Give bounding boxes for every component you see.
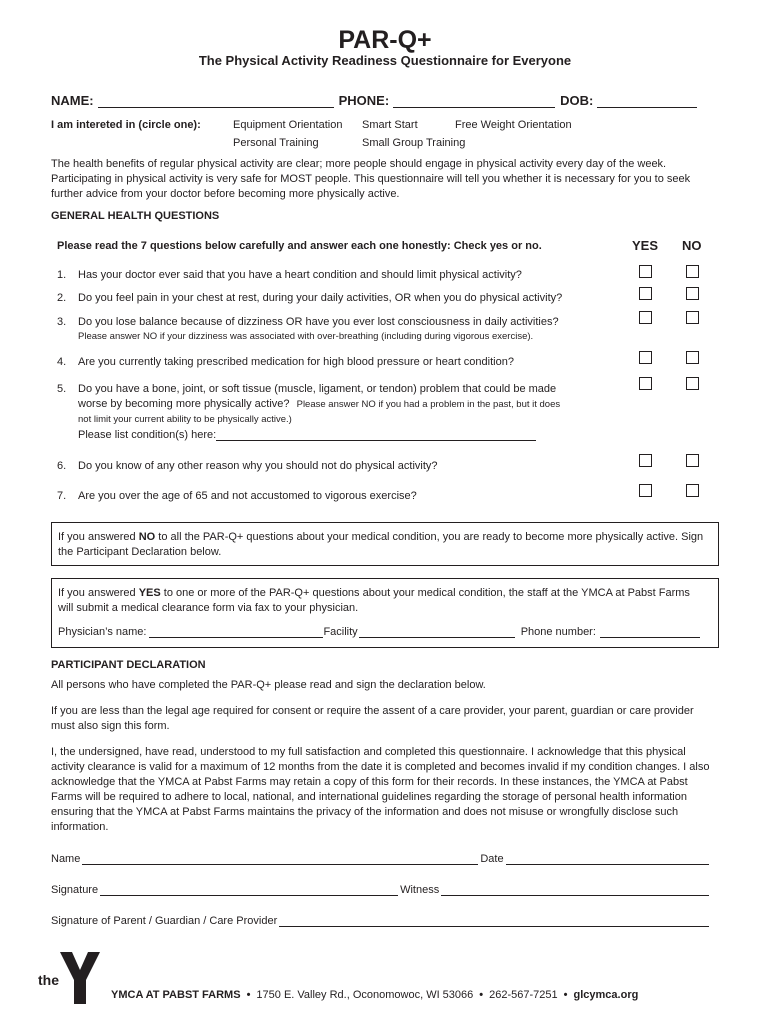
declaration-p1: All persons who have completed the PAR-Q+ please read and sign the declaration below. [51, 679, 486, 691]
footer-org: YMCA AT PABST FARMS [111, 989, 241, 1001]
sig-date-label: Date [480, 853, 504, 865]
dob-label: DOB: [560, 93, 594, 108]
condition-list-field[interactable] [216, 428, 536, 441]
footer-bullet: • [246, 989, 251, 1001]
question-text: Are you currently taking prescribed medication for high blood pressure or heart condition? [78, 356, 514, 368]
sig-name-label: Name [51, 853, 81, 865]
sig-date-field[interactable] [506, 853, 709, 865]
parent-signature-row [51, 915, 711, 927]
no-header: NO [682, 238, 702, 253]
contact-row [51, 93, 711, 108]
no-answer-pre: If you answered [58, 531, 139, 543]
question-text: Do you have a bone, joint, or soft tissue (muscle, ligament, or tendon) problem that could be made [78, 383, 557, 395]
question-text: Do you feel pain in your chest at rest, during your daily activities, OR when you do physical activity? [78, 292, 563, 304]
question-5-list [78, 428, 536, 441]
witness-field[interactable] [441, 884, 709, 896]
physician-name-field[interactable] [149, 625, 323, 638]
question-5-list-label: Please list condition(s) here: [78, 429, 217, 441]
question-text: Are you over the age of 65 and not accustomed to vigorous exercise? [78, 490, 417, 502]
question-text: Do you know of any other reason why you should not do physical activity? [78, 460, 438, 472]
q5-no-checkbox[interactable] [686, 377, 699, 390]
name-date-row [51, 853, 711, 865]
page-title: PAR-Q+ [338, 26, 432, 54]
ymca-logo [36, 950, 106, 1010]
q7-yes-checkbox[interactable] [639, 484, 652, 497]
question-text: Has your doctor ever said that you have a heart condition and should limit physical activity? [78, 269, 522, 281]
question-number: 4. [57, 356, 67, 368]
interest-label: I am intereted in (circle one): [51, 119, 201, 131]
physician-phone-field[interactable] [600, 625, 700, 638]
question-5-note-line3: not limit your current ability to be physically active.) [78, 414, 292, 425]
question-3-note: Please answer NO if your dizziness was associated with over-breathing (including during vigorous exercise). [78, 331, 534, 342]
yes-answer-pre: If you answered [58, 587, 139, 599]
question-5-note: Please answer NO if you had a problem in the past, but it does [296, 399, 561, 410]
logo-the-text: the [38, 972, 59, 988]
name-field[interactable] [98, 95, 334, 108]
name-label: NAME: [51, 93, 94, 108]
declaration-p2: If you are less than the legal age required for consent or require the assent of a care provider, your parent, guardian or care provider must also sign this form. [51, 705, 694, 732]
witness-label: Witness [400, 884, 440, 896]
footer-bullet: • [479, 989, 484, 1001]
question-5-text-line2: worse by becoming more physically active? [78, 398, 290, 410]
phone-field[interactable] [393, 95, 555, 108]
question-number: 2. [57, 292, 67, 304]
interest-option-smart-start[interactable]: Smart Start [362, 119, 418, 131]
yes-answer-post: to one or more of the PAR-Q+ questions about your medical condition, the staff at the YMCA at Pabst Farms will submit a medical clearance form via fax to your physician. [58, 587, 690, 614]
no-answer-text [58, 530, 713, 560]
parent-signature-field[interactable] [279, 915, 709, 927]
no-answer-box [51, 522, 719, 566]
footer-bullet: • [563, 989, 568, 1001]
question-number: 3. [57, 316, 67, 328]
q1-yes-checkbox[interactable] [639, 265, 652, 278]
yes-header: YES [632, 238, 659, 253]
q6-yes-checkbox[interactable] [639, 454, 652, 467]
footer-line [111, 989, 638, 1001]
question-text: Do you lose balance because of dizziness OR have you ever lost consciousness in daily activities? [78, 316, 559, 328]
question-number: 5. [57, 383, 67, 395]
interest-option-equipment[interactable]: Equipment Orientation [233, 119, 343, 131]
q6-no-checkbox[interactable] [686, 454, 699, 467]
question-number: 6. [57, 460, 67, 472]
interest-option-free-weight[interactable]: Free Weight Orientation [455, 119, 572, 131]
question-number: 7. [57, 490, 67, 502]
signature-field[interactable] [100, 884, 398, 896]
no-answer-post: to all the PAR-Q+ questions about your medical condition, you are ready to become more physically active. Sign the Participant Declaration below. [58, 531, 704, 558]
declaration-p3: I, the undersigned, have read, understood to my full satisfaction and completed this questionnaire. I acknowledge that this physical activity clearance is valid for a maximum of 12 months from the date it is completed and becomes invalid if my condition changes. I also acknowledge that the YMCA at Pabst Farms may retain a copy of this form for their records. In these instances, the YMCA at Pabst Farms will be required to adhere to local, national, and international guidelines regarding the storage of personal health information ensuring that the YMCA at Pabst Farms maintains the privacy of the information and does not misuse or wrongfully disclose such information. [51, 746, 710, 833]
footer-website[interactable]: glcymca.org [573, 989, 639, 1001]
q1-no-checkbox[interactable] [686, 265, 699, 278]
declaration-heading: PARTICIPANT DECLARATION [51, 659, 206, 671]
dob-field[interactable] [597, 95, 697, 108]
parent-signature-label: Signature of Parent / Guardian / Care Provider [51, 915, 278, 927]
q4-yes-checkbox[interactable] [639, 351, 652, 364]
signature-label: Signature [51, 884, 99, 896]
yes-answer-box [51, 578, 719, 648]
page-subtitle: The Physical Activity Readiness Questionnaire for Everyone [198, 53, 572, 68]
physician-phone-label: Phone number: [520, 626, 596, 638]
no-answer-key: NO [138, 531, 156, 543]
yes-answer-key: YES [138, 587, 161, 599]
interest-option-personal-training[interactable]: Personal Training [233, 137, 319, 149]
signature-witness-row [51, 884, 711, 896]
yes-answer-text [58, 586, 708, 616]
footer-phone: 262-567-7251 [489, 989, 558, 1001]
q3-no-checkbox[interactable] [686, 311, 699, 324]
question-5-line2 [78, 398, 560, 410]
q2-yes-checkbox[interactable] [639, 287, 652, 300]
instruction-text: Please read the 7 questions below carefully and answer each one honestly: Check yes or no. [57, 240, 542, 252]
physician-row [58, 625, 708, 638]
q3-yes-checkbox[interactable] [639, 311, 652, 324]
facility-label: Facility [323, 626, 358, 638]
intro-paragraph: The health benefits of regular physical activity are clear; more people should engage in physical activity every day of the week. Participating in physical activity is very safe for MOST people. This questionnaire will tell you whether it is necessary for you to seek further advice from your doctor before becoming more physically active. [51, 158, 691, 200]
q5-yes-checkbox[interactable] [639, 377, 652, 390]
q7-no-checkbox[interactable] [686, 484, 699, 497]
phone-label: PHONE: [338, 93, 390, 108]
sig-name-field[interactable] [82, 853, 478, 865]
logo-ymca-text: YMCA [76, 986, 82, 1004]
q2-no-checkbox[interactable] [686, 287, 699, 300]
question-number: 1. [57, 269, 67, 281]
physician-name-label: Physician’s name: [58, 626, 147, 638]
interest-option-small-group[interactable]: Small Group Training [362, 137, 466, 149]
q4-no-checkbox[interactable] [686, 351, 699, 364]
footer-address: 1750 E. Valley Rd., Oconomowoc, WI 53066 [256, 989, 474, 1001]
general-health-heading: GENERAL HEALTH QUESTIONS [51, 210, 220, 222]
facility-field[interactable] [359, 625, 515, 638]
